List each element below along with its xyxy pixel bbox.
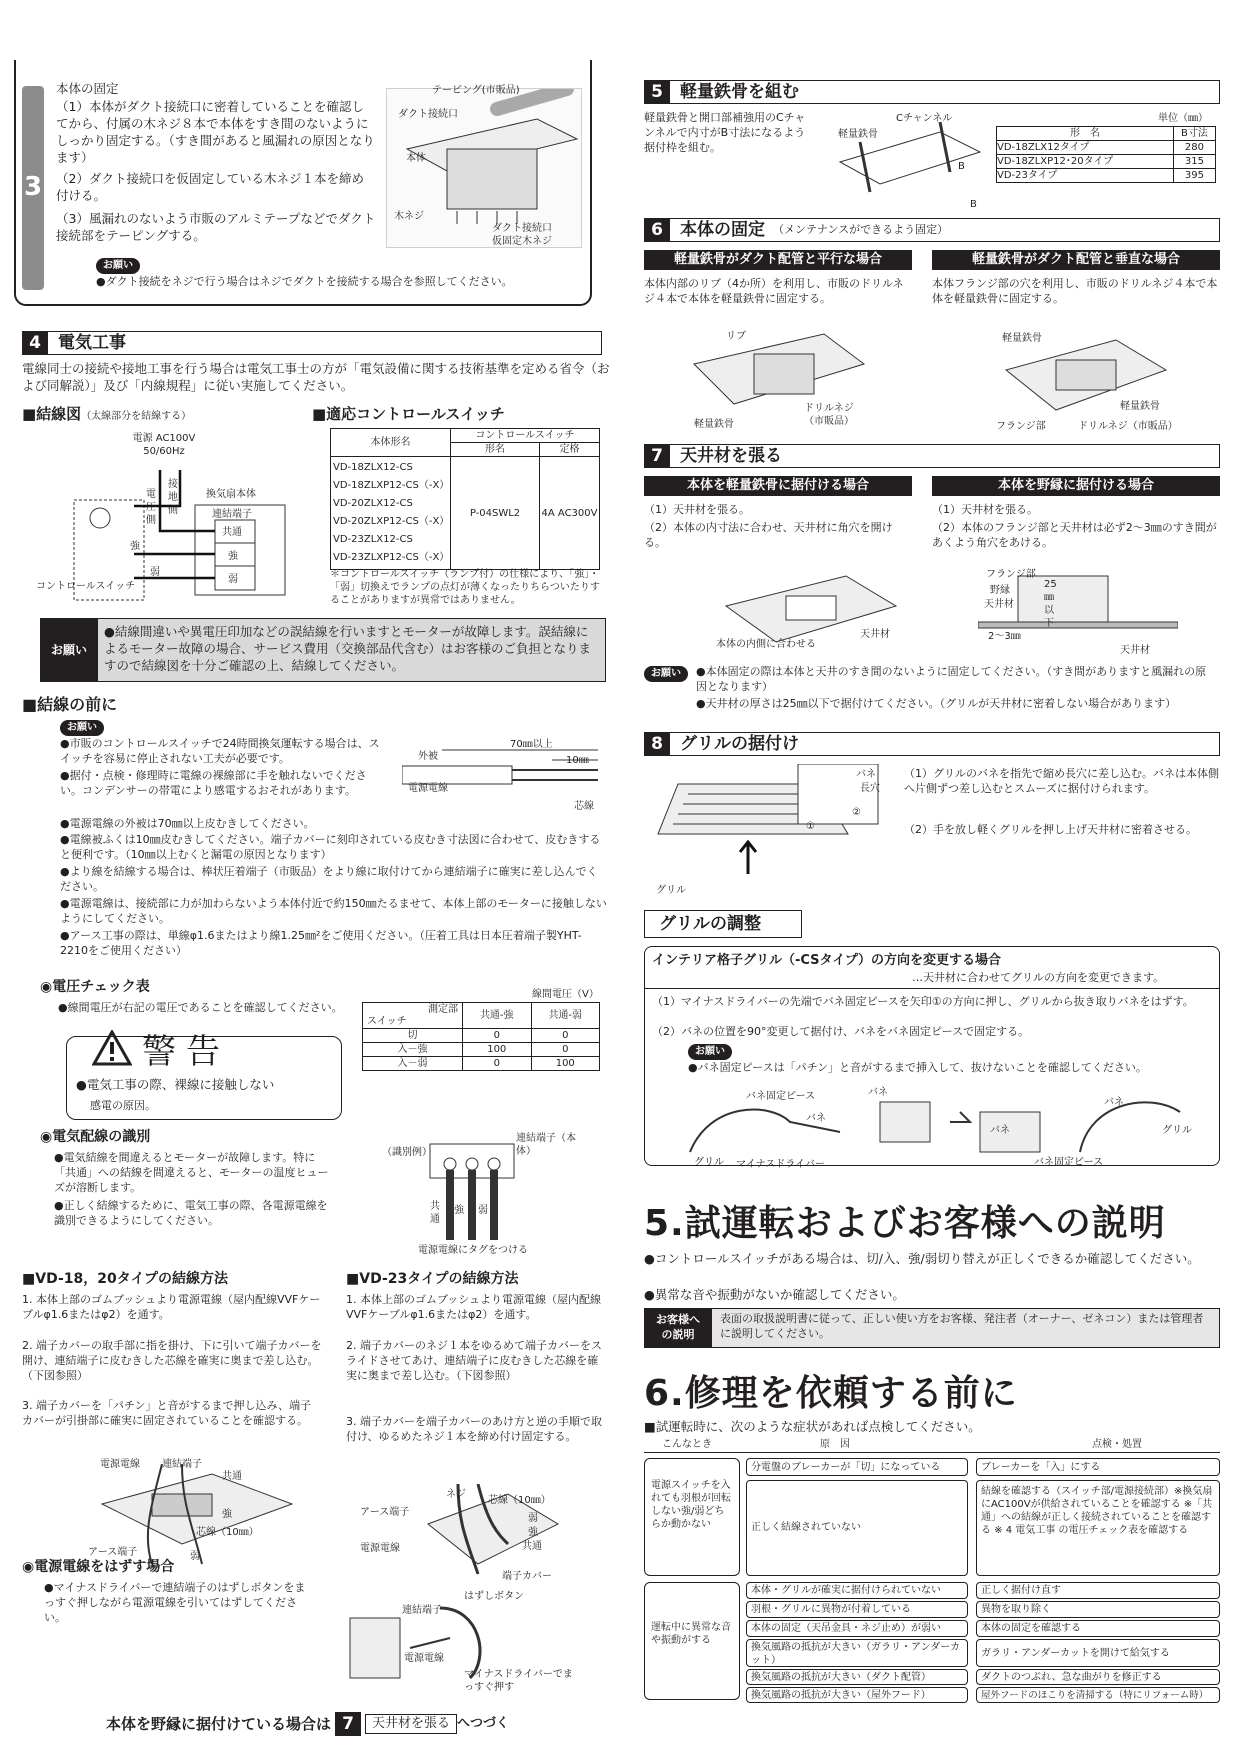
sec6-steel-label: 軽量鉄骨 bbox=[694, 419, 734, 430]
section-7-title: 天井材を張る bbox=[680, 445, 782, 466]
fig3-screw-label: 木ネジ bbox=[394, 211, 424, 222]
section-3-note-pill: お願い bbox=[96, 256, 140, 274]
s6-g2-cause-5: 換気風路の抵抗が大きい（ダクト配管） bbox=[746, 1669, 968, 1685]
sec7-ceil2-label: 天井材 bbox=[984, 599, 1014, 610]
sec5-h2: B寸法 bbox=[1173, 127, 1215, 141]
sec8-n2-label: ② bbox=[852, 807, 861, 818]
vd23-item-1: 1. 本体上部のゴムブッシュより電源電線（屋内配線VVFケーブルφ1.6またはφ2）を通す。 bbox=[346, 1293, 602, 1321]
wiring-p2-label: 接地側 bbox=[168, 479, 178, 516]
strip-core-label: 芯線 bbox=[574, 801, 594, 812]
wiring-switch-strong-label: 強 bbox=[130, 541, 140, 552]
s6-g2-fix-2: 異物を取り除く bbox=[976, 1601, 1220, 1618]
wiring-weak-label: 弱 bbox=[228, 574, 238, 585]
fig3-duct-label: ダクト接続口 bbox=[398, 109, 458, 120]
footer-num: 7 bbox=[335, 1712, 361, 1736]
sec8-hole-label: 長穴 bbox=[860, 783, 880, 794]
id-title: ◉電気配線の識別 bbox=[40, 1129, 151, 1145]
caution-title: 警告 bbox=[142, 1032, 230, 1072]
section-7-header bbox=[644, 444, 1220, 468]
adjust-spring-label: バネ bbox=[806, 1113, 826, 1124]
adjust-driver-label: マイナスドライバー bbox=[736, 1159, 825, 1170]
vd23-strong-label: 強 bbox=[528, 1527, 538, 1538]
section-8-number: 8 bbox=[644, 732, 670, 756]
id-item-1: ●電気結線を間違えるとモーターが故障します。特に「共通」への結線を間違えると、モーターの温度ヒューズが溶断します。 bbox=[54, 1151, 329, 1194]
sec6-left-text: 本体内部のリブ（4か所）を利用し、市販のドリルネジ４本で本体を軽量鉄骨に固定する。 bbox=[644, 277, 904, 305]
volt-unit: 線間電圧（V） bbox=[532, 989, 599, 1000]
s6-g2-cause-3: 本体の固定（天吊金具・ネジ止め）が弱い bbox=[746, 1620, 968, 1637]
s6-g2-fix-1: 正しく据付け直す bbox=[976, 1582, 1220, 1599]
vd18-weak-label: 弱 bbox=[190, 1551, 200, 1562]
adjust-piece2-label: バネ固定ピース bbox=[1034, 1157, 1104, 1168]
s6-g1-when: 電源スイッチを入れても羽根が回転しない強/弱どちらか動かない bbox=[644, 1458, 740, 1576]
adjust-box-title: インテリア格子グリル（-CSタイプ）の方向を変更する場合 bbox=[652, 953, 1002, 968]
vd23-core-label: 芯線（10㎜） bbox=[488, 1495, 551, 1506]
vd23-weak-label: 弱 bbox=[528, 1513, 538, 1524]
sec7-gap-label: 2〜3㎜ bbox=[988, 631, 1021, 642]
caution-icon bbox=[92, 1030, 132, 1070]
id-example-label: （識別例） bbox=[382, 1147, 432, 1158]
before-item-3: ●電源電線の外被は70㎜以上皮むきしてください。 bbox=[60, 817, 315, 830]
sec6-rib-label: リブ bbox=[726, 331, 746, 342]
caution-sub: 感電の原因。 bbox=[90, 1099, 156, 1112]
sec7-inner-label: 本体の内側に合わせる bbox=[716, 639, 816, 650]
wiring-fan-label: 換気扇本体 bbox=[206, 489, 256, 500]
adjust-item-2: （2）バネの位置を90°変更して据付け、バネをバネ固定ピースで固定する。 bbox=[652, 1025, 1030, 1038]
vd18-item-2: 2. 端子カバーの取手部に指を掛け、下に引いて端子カバーを開け、連結端子に皮むきした芯線を確実に奥まで差し込む。（下図参照） bbox=[22, 1339, 322, 1382]
strip-cable-label: 電源電線 bbox=[408, 783, 448, 794]
switch-table-h-model: 本体形名 bbox=[331, 429, 451, 457]
adjust-spring4-label: バネ bbox=[1104, 1097, 1124, 1108]
vd18-title: ■VD-18，20タイプの結線方法 bbox=[22, 1271, 229, 1287]
sec5-table bbox=[996, 126, 1216, 183]
section-3-number: 3 bbox=[23, 172, 43, 203]
before-item-5: ●より線を結線する場合は、棒状圧着端子（市販品）をより線に取付けてから連結端子に確実に差し込んでください。 bbox=[60, 865, 598, 893]
sec8-grille-label: グリル bbox=[656, 885, 686, 896]
volt-table bbox=[362, 1002, 600, 1071]
section-6-sub: （メンテナンスができるよう固定） bbox=[773, 222, 949, 236]
adjust-title: グリルの調整 bbox=[644, 910, 802, 938]
vd18-strong-label: 強 bbox=[222, 1509, 232, 1520]
section-4-title: 電気工事 bbox=[58, 332, 126, 353]
wiring-p1-label: 電圧側 bbox=[146, 489, 156, 526]
remove-button-label: はずしボタン bbox=[464, 1591, 524, 1602]
adjust-box-sub: …天井材に合わせてグリルの方向を変更できます。 bbox=[912, 971, 1165, 984]
s6-h3: 点検・処置 bbox=[1092, 1439, 1142, 1450]
section-3-item-1: （1）本体がダクト接続口に密着していることを確認してから、付属の木ネジ８本で本体をすき間のないようにしっかり固定する。（すき間があると風漏れの原因となります） bbox=[56, 99, 375, 165]
steel-frame-drawing bbox=[830, 112, 990, 204]
volt-row: 切 0 0 bbox=[363, 1029, 600, 1043]
sec6-left-bar: 軽量鉄骨がダクト配管と平行な場合 bbox=[644, 250, 912, 270]
sec7-ceil-label: 天井材 bbox=[860, 629, 890, 640]
sec8-n1-label: ① bbox=[806, 821, 815, 832]
wiring-strong-label: 強 bbox=[228, 551, 238, 562]
s5-text: 表面の取扱説明書に従って、正しい使い方をお客様、発注者（オーナー、ゼネコン）または管理者に説明してください。 bbox=[720, 1312, 1204, 1340]
s6-g2-fix-4: ガラリ・アンダーカットを開けて給気する bbox=[976, 1639, 1220, 1667]
before-item-4: ●電線被ふくは10㎜皮むきしてください。端子カバーに刻印されている皮むき寸法図に合わせて、皮むきすると便利です。（10㎜以上むくと漏電の原因となります） bbox=[60, 833, 601, 861]
sec5-channel-label: Cチャンネル bbox=[896, 113, 953, 124]
switch-model: VD-18ZLXP12-CS（-X） bbox=[333, 480, 450, 491]
volt-text: ●線間電圧が右記の電圧であることを確認してください。 bbox=[58, 1001, 343, 1014]
volt-h-switch: スイッチ bbox=[367, 1016, 407, 1027]
section-5-header bbox=[644, 80, 1220, 104]
warning-triangle bbox=[92, 1030, 132, 1066]
id-terminal-label: 連結端子（本体） bbox=[516, 1133, 576, 1157]
volt-row: 入－強 100 0 bbox=[363, 1043, 600, 1057]
vd18-earth-label: アース端子 bbox=[88, 1547, 138, 1558]
switch-model: VD-18ZLX12-CS bbox=[333, 462, 413, 473]
sec7-right-bar: 本体を野縁に据付ける場合 bbox=[932, 476, 1220, 496]
sec7-h-label: 25㎜以下 bbox=[1044, 579, 1057, 629]
switch-model: VD-23ZLXP12-CS（-X） bbox=[333, 552, 450, 563]
s6-g1-fix-2: 結線を確認する（スイッチ部/電源接続部）※換気扇にAC100Vが供給されていることを確認する ※「共通」への結線が正しく接続されていることを確認する ※ 4 電気工事 の電圧チェック表を確認する bbox=[976, 1480, 1220, 1576]
vd23-cable-label: 電源電線 bbox=[360, 1543, 400, 1554]
adjust-item-1: （1）マイナスドライバーの先端でバネ固定ピースを矢印①の方向に押し、グリルから抜き取りバネをはずす。 bbox=[652, 995, 1194, 1008]
s6-g2-cause-1: 本体・グリルが確実に据付けられていない bbox=[746, 1582, 968, 1599]
section-4-intro: 電線同士の接続や接地工事を行う場合は電気工事士の方が「電気設備に関する技術基準を定める省令（および同解説）」及び「内線規程」に従い実施してください。 bbox=[22, 361, 610, 393]
before-title: ■結線の前に bbox=[22, 695, 118, 714]
section-5-text: 軽量鉄骨と開口部補強用のCチャンネルで内寸がB寸法になるよう据付枠を組む。 bbox=[644, 111, 806, 154]
switch-table-h-name: 形名 bbox=[451, 443, 540, 457]
s6-h1: こんなとき bbox=[662, 1439, 712, 1450]
section-3-side-tab bbox=[22, 86, 44, 290]
id-l1-label: 共通 bbox=[430, 1201, 440, 1225]
vd18-item-3: 3. 端子カバーを「パチン」と音がするまで押し込み、端子カバーが引掛部に確実に固定されていることを確認する。 bbox=[22, 1399, 312, 1427]
sec7-noen-label: 野縁 bbox=[990, 585, 1010, 596]
vd23-screw-label: ネジ bbox=[446, 1489, 466, 1500]
wiring-subtitle: （太線部分を結線する） bbox=[81, 411, 192, 422]
sec8-item-1: （1）グリルのバネを指先で縮め長穴に差し込む。バネは本体側へ片側ずつ差し込むとスムーズに据付けられます。 bbox=[904, 767, 1219, 795]
remove-text: ●マイナスドライバーで連結端子のはずしボタンをまっすぐ押しながら電源電線を引いてはずしてください。 bbox=[44, 1581, 306, 1624]
wiring-title: ■結線図（太線部分を結線する） bbox=[22, 405, 192, 423]
sec5-b2-label: B bbox=[970, 199, 977, 210]
sec5-row: VD-23タイプ 395 bbox=[997, 169, 1216, 183]
s5-item-2: ●異常な音や振動がないか確認してください。 bbox=[644, 1287, 905, 1302]
sec6-drill2-label: ドリルネジ（市販品） bbox=[1078, 421, 1178, 432]
steel-frame-diagram bbox=[830, 112, 990, 208]
vd23-common-label: 共通 bbox=[522, 1541, 542, 1552]
wiring-switch-label: コントロールスイッチ bbox=[36, 581, 136, 592]
adjust-piece-label: バネ固定ピース bbox=[746, 1091, 816, 1102]
s6-g1-fix-1: ブレーカーを「入」にする bbox=[976, 1458, 1220, 1476]
before-item-7: ●アース工事の際は、単線φ1.6またはより線1.25㎜²をご使用ください。（圧着工具は日本圧着端子製YHT-2210をご使用ください） bbox=[60, 929, 582, 957]
wiring-common-label: 共通 bbox=[222, 527, 242, 538]
wiring-warning-text: ●結線間違いや異電圧印加などの誤結線を行いますとモーターが故障します。誤結線によるモーター故障の場合、サービス費用（交換部品代含む）はお客様のご負担となりますので結線図を十分ご確認の上、結線してください。 bbox=[104, 624, 592, 673]
sec6-flange-label: フランジ部 bbox=[996, 421, 1046, 432]
section-6-header bbox=[644, 218, 1220, 242]
s6-title: 6.修理を依頼する前に bbox=[644, 1373, 1018, 1414]
sec5-unit: 単位（㎜） bbox=[1158, 113, 1208, 124]
volt-h-measure: 測定部 bbox=[428, 1004, 458, 1015]
switch-model: VD-20ZLXP12-CS（-X） bbox=[333, 516, 450, 527]
sec7-left-bar: 本体を軽量鉄骨に据付ける場合 bbox=[644, 476, 912, 496]
grille-install-diagram bbox=[648, 764, 888, 898]
sec5-row: VD-18ZLX12タイプ 280 bbox=[997, 141, 1216, 155]
s6-g2-cause-4: 換気風路の抵抗が大きい（ガラリ・アンダーカット） bbox=[746, 1639, 968, 1667]
vd23-earth-label: アース端子 bbox=[360, 1507, 410, 1518]
wiring-switch-weak-label: 弱 bbox=[150, 567, 160, 578]
section-8-header bbox=[644, 732, 1220, 756]
adjust-note: ●バネ固定ピースは「パチン」と音がするまで挿入して、抜けないことを確認してください。 bbox=[688, 1061, 1147, 1074]
vd18-core-label: 芯線（10㎜） bbox=[196, 1527, 259, 1538]
caution-text: ●電気工事の際、裸線に接触しない bbox=[76, 1077, 275, 1092]
id-item-2: ●正しく結線するために、電気工事の際、各電源電線を識別できるようにしてください。 bbox=[54, 1199, 328, 1227]
sec8-spring-label: バネ bbox=[856, 769, 876, 780]
s6-g2-fix-5: ダクトのつぶれ、急な曲がりを修正する bbox=[976, 1669, 1220, 1685]
adjust-grille2-label: グリル bbox=[1162, 1125, 1192, 1136]
sec5-steel-label: 軽量鉄骨 bbox=[838, 129, 878, 140]
s5-label: お客様への説明 bbox=[644, 1308, 712, 1348]
before-item-6: ●電源電線は、接続部に力が加わらないよう本体付近で約150㎜たるませて、本体上部のモーターに接触しないようにしてください。 bbox=[60, 897, 607, 925]
s6-g2-fix-3: 本体の固定を確認する bbox=[976, 1620, 1220, 1637]
vd23-item-3: 3. 端子カバーを端子カバーのあけ方と逆の手順で取付け、ゆるめたネジ１本を締め付け固定する。 bbox=[346, 1415, 602, 1443]
fig3-temp-label: ダクト接続口 仮固定木ネジ bbox=[492, 223, 552, 247]
remove-driver-label: マイナスドライバーでまっすぐ押す bbox=[464, 1669, 573, 1693]
volt-row: 入－弱 0 100 bbox=[363, 1057, 600, 1071]
switch-model: VD-23ZLX12-CS bbox=[333, 534, 413, 545]
adjust-grille-label: グリル bbox=[694, 1157, 724, 1168]
section-4-number: 4 bbox=[22, 331, 48, 355]
switch-table-h-rating: 定格 bbox=[540, 443, 600, 457]
vd18-cable-label: 電源電線 bbox=[100, 1459, 140, 1470]
sec7-left-item-2: （2）本体の内寸法に合わせ、天井材に角穴を開ける。 bbox=[644, 521, 893, 549]
strip-10-label: 10㎜ bbox=[566, 755, 589, 766]
footer-box: 天井材を張る bbox=[365, 1714, 457, 1734]
vd23-cover-label: 端子カバー bbox=[502, 1571, 552, 1582]
section-3-item-3: （3）風漏れのないよう市販のアルミテープなどでダクト接続部をテーピングする。 bbox=[56, 211, 376, 243]
volt-title: ◉電圧チェック表 bbox=[40, 979, 150, 995]
s6-g2-cause-2: 羽根・グリルに異物が付着している bbox=[746, 1601, 968, 1618]
sec7-left-item-1: （1）天井材を張る。 bbox=[644, 503, 750, 516]
vd23-title: ■VD-23タイプの結線方法 bbox=[346, 1271, 519, 1287]
sec6-right-bar: 軽量鉄骨がダクト配管と垂直な場合 bbox=[932, 250, 1220, 270]
footer-post: へつづく bbox=[457, 1716, 510, 1732]
wiring-power-label: 電源 AC100V 50/60Hz bbox=[132, 433, 196, 457]
fig3-tape-label: テーピング(市販品) bbox=[432, 85, 520, 96]
section-6-title: 本体の固定 bbox=[680, 219, 765, 240]
sec7-pill: お願い bbox=[644, 664, 688, 682]
sec7-note-2: ●天井材の厚さは25㎜以下で据付けてください。（グリルが天井材に密着しない場合があります） bbox=[696, 697, 1177, 710]
section-7-number: 7 bbox=[644, 444, 670, 468]
section-5-title: 軽量鉄骨を組む bbox=[680, 81, 799, 102]
s6-h2: 原 因 bbox=[820, 1439, 850, 1450]
switch-title: ■適応コントロールスイッチ bbox=[312, 405, 505, 423]
volt-h-c2: 共通-弱 bbox=[531, 1003, 600, 1029]
sec5-h1: 形 名 bbox=[997, 127, 1174, 141]
switch-table bbox=[330, 428, 600, 570]
vd18-common-label: 共通 bbox=[222, 1471, 242, 1482]
wiring-warning-pill: お願い bbox=[40, 618, 98, 682]
s6-g1-cause-2: 正しく結線されていない bbox=[746, 1480, 968, 1576]
sec7-note-1: ●本体固定の際は本体と天井のすき間のないように固定してください。（すき間がありますと風漏れの原因となります） bbox=[696, 665, 1207, 693]
adjust-divider bbox=[644, 988, 1220, 989]
remove-cable-label: 電源電線 bbox=[404, 1653, 444, 1664]
footer-pre: 本体を野縁に据付けている場合は bbox=[106, 1714, 332, 1733]
section-5-number: 5 bbox=[644, 80, 670, 104]
footer-continue bbox=[106, 1712, 509, 1736]
volt-h-c1: 共通-強 bbox=[463, 1003, 532, 1029]
before-item-1: ●市販のコントロールスイッチで24時間換気運転する場合は、スイッチを容易に停止されない工夫が必要です。 bbox=[60, 737, 380, 765]
adjust-spring2-label: バネ bbox=[868, 1087, 888, 1098]
section-3-note: ●ダクト接続をネジで行う場合はネジでダクトを接続する場合を参照してください。 bbox=[96, 275, 513, 288]
sec6-right-text: 本体フランジ部の穴を利用し、市販のドリルネジ４本で本体を軽量鉄骨に固定する。 bbox=[932, 277, 1218, 305]
switch-name: P-04SWL2 bbox=[451, 457, 540, 570]
sec7-right-item-1: （1）天井材を張る。 bbox=[932, 503, 1038, 516]
sec7-right-item-2: （2）本体のフランジ部と天井材は必ず2〜3㎜のすき間があくよう角穴をあける。 bbox=[932, 521, 1217, 549]
s6-g2-cause-6: 換気風路の抵抗が大きい（屋外フード） bbox=[746, 1687, 968, 1703]
switch-note: ＊コントロールスイッチ（ランプ付）の仕様により、「強」・「弱」切換えでランプの点灯が薄くなったりちらついたりすることがありますが異常ではありません。 bbox=[330, 569, 600, 606]
section-4-header bbox=[22, 331, 602, 355]
vd18-item-1: 1. 本体上部のゴムブッシュより電源電線（屋内配線VVFケーブルφ1.6またはφ2）を通す。 bbox=[22, 1293, 321, 1321]
sec6-steel1-label: 軽量鉄骨 bbox=[1002, 333, 1042, 344]
switch-rating: 4A AC300V bbox=[540, 457, 600, 570]
sec7-ceil3-label: 天井材 bbox=[1120, 645, 1150, 656]
adjust-spring3-label: バネ bbox=[990, 1125, 1010, 1136]
id-l2-label: 強 bbox=[454, 1205, 464, 1216]
sec5-b1-label: B bbox=[958, 161, 965, 172]
section-3-title: 本体の固定 bbox=[56, 81, 119, 96]
id-tag-label: 電源電線にタグをつける bbox=[418, 1245, 528, 1256]
strip-70-label: 70㎜以上 bbox=[510, 739, 553, 750]
section-3-item-2: （2）ダクト接続口を仮固定している木ネジ１本を締め付ける。 bbox=[56, 171, 364, 203]
id-l3-label: 弱 bbox=[478, 1205, 488, 1216]
sec5-row: VD-18ZLXP12･20タイプ 315 bbox=[997, 155, 1216, 169]
grille-install-drawing bbox=[648, 764, 888, 894]
section-6-number: 6 bbox=[644, 218, 670, 242]
s6-g1-cause-1: 分電盤のブレーカーが「切」になっている bbox=[746, 1458, 968, 1476]
before-item-2: ●据付・点検・修理時に電線の裸線部に手を触れないでください。コンデンサーの帯電により感電するおそれがあります。 bbox=[60, 769, 367, 797]
section-8-title: グリルの据付け bbox=[680, 733, 799, 754]
sec6-steel2-label: 軽量鉄骨 bbox=[1120, 401, 1160, 412]
before-pill: お願い bbox=[60, 718, 104, 736]
s6-intro: ■試運転時に、次のような症状があれば点検してください。 bbox=[644, 1419, 981, 1434]
s6-g2-when: 運転中に異常な音や振動がする bbox=[644, 1582, 740, 1700]
remove-term-label: 連結端子 bbox=[402, 1605, 442, 1616]
switch-model: VD-20ZLX12-CS bbox=[333, 498, 413, 509]
vd23-item-2: 2. 端子カバーのネジ１本をゆるめて端子カバーをスライドさせてあけ、連結端子に皮むきした芯線を確実に奥まで差し込む。（下図参照） bbox=[346, 1339, 602, 1382]
sec7-flange-label: フランジ部 bbox=[986, 569, 1036, 580]
s6-g2-fix-6: 屋外フードのほこりを清掃する（特にリフォーム時） bbox=[976, 1687, 1220, 1703]
remove-title: ◉電源電線をはずす場合 bbox=[22, 1559, 175, 1575]
s5-title: 5.試運転およびお客様への説明 bbox=[644, 1203, 1166, 1244]
wiring-terminal-label: 連結端子 bbox=[212, 509, 252, 520]
s5-item-1: ●コントロールスイッチがある場合は、切/入、強/弱切り替えが正しくできるか確認してください。 bbox=[644, 1251, 1200, 1266]
sec6-drill-label: ドリルネジ（市販品） bbox=[804, 403, 854, 427]
fig3-body-label: 本体 bbox=[406, 153, 426, 164]
strip-outer-label: 外被 bbox=[418, 751, 438, 762]
sec8-item-2: （2）手を放し軽くグリルを押し上げ天井材に密着させる。 bbox=[904, 823, 1197, 836]
vd18-term-label: 連結端子 bbox=[162, 1459, 202, 1470]
switch-table-h-cs: コントロールスイッチ bbox=[451, 429, 600, 443]
adjust-pill: お願い bbox=[688, 1042, 732, 1060]
